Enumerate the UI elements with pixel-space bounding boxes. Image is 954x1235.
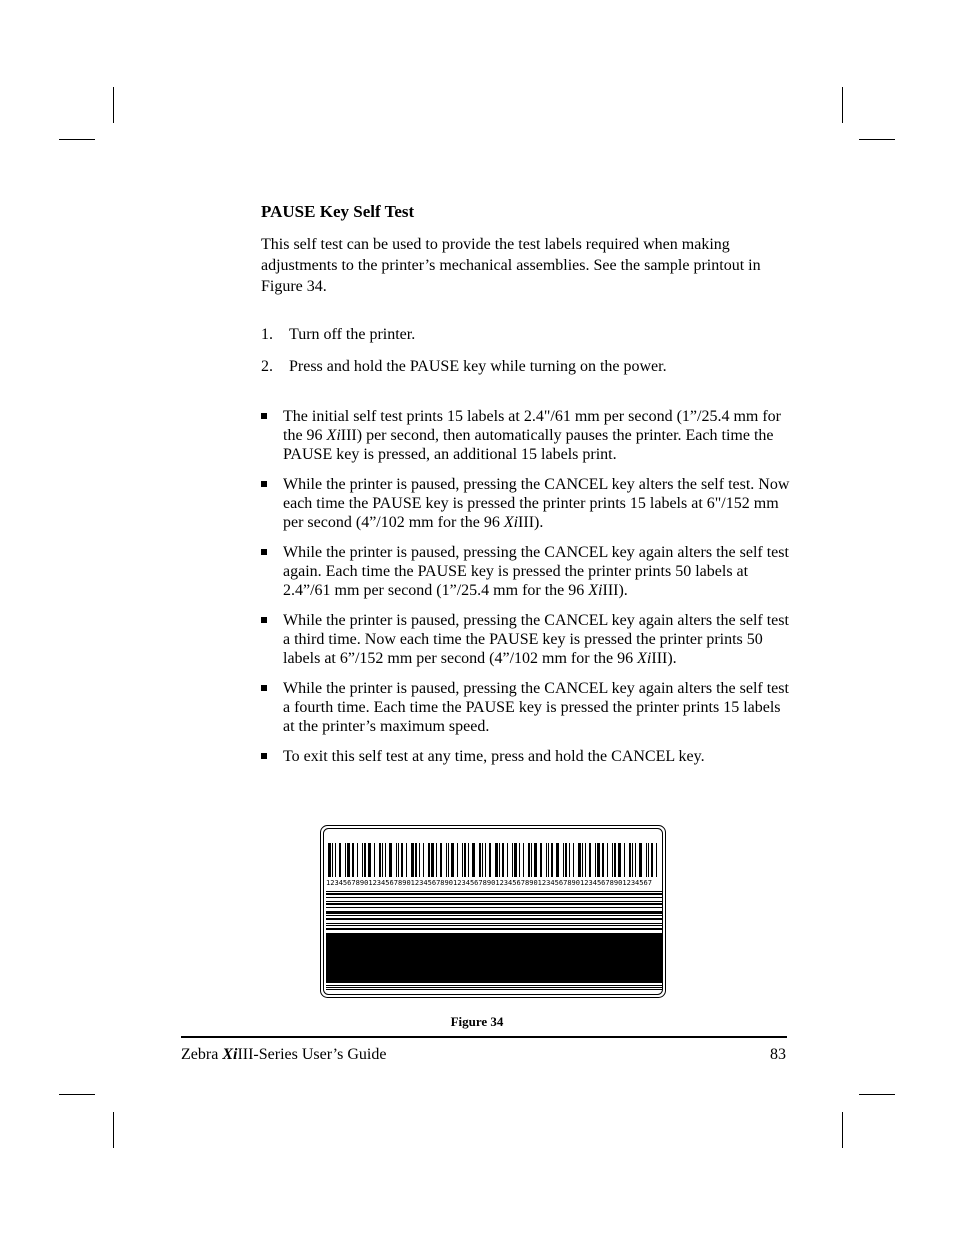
ladder-line	[326, 897, 662, 898]
barcode-bar	[546, 843, 547, 877]
barcode-bar	[495, 843, 498, 877]
barcode-bar	[448, 843, 449, 877]
barcode-bar	[332, 843, 333, 877]
barcode-bar	[357, 843, 358, 877]
step-text: Turn off the printer.	[289, 326, 416, 343]
barcode-bar	[585, 843, 586, 877]
sample-label-image	[320, 825, 666, 998]
barcode-bar	[618, 843, 621, 877]
barcode-bar	[499, 843, 500, 877]
barcode-bar	[396, 843, 397, 877]
barcode-bar	[385, 843, 386, 877]
barcode-bar	[612, 843, 613, 877]
bullet-square-icon	[261, 481, 267, 487]
ladder-line	[326, 923, 662, 924]
barcode-bar	[528, 843, 530, 877]
intro-paragraph: This self test can be used to provide the test labels required when making adjustments to the printer’s mechanical assemblies. See the sample printout in Figure 34.	[261, 236, 761, 295]
barcode-bar	[565, 843, 567, 877]
barcode-bar	[573, 843, 574, 877]
barcode-bar	[597, 843, 600, 877]
barcode-bar	[382, 843, 383, 877]
step-item	[261, 356, 667, 377]
ladder-line	[326, 901, 662, 902]
barcode-bar	[507, 843, 508, 877]
barcode-bar	[602, 843, 604, 877]
barcode-bar	[406, 843, 407, 877]
bottom-line	[326, 985, 662, 986]
barcode-bar	[534, 843, 537, 877]
barcode-bar	[624, 843, 625, 877]
barcode-bar	[595, 843, 596, 877]
barcode-bar	[364, 843, 366, 877]
barcode-bar	[519, 843, 520, 877]
figure-caption: Figure 34	[450, 1014, 504, 1029]
barcode-bar	[589, 843, 591, 877]
barcode-bar	[472, 843, 475, 877]
barcode-bar	[451, 843, 454, 877]
bullet-item: The initial self test prints 15 labels at 2.4"/61 mm per second (1”/25.4 mm for the 96 XiIII) per second, then automatically pauses the printer. Each time the PAUSE key is pressed, an additional 15 labels print.	[261, 407, 791, 464]
barcode-bar	[563, 843, 564, 877]
barcode-bar	[347, 843, 350, 877]
barcode-bar	[479, 843, 481, 877]
barcode-bar	[556, 843, 559, 877]
barcode-bar	[607, 843, 608, 877]
crop-mark	[842, 87, 843, 123]
step-number: 1.	[261, 326, 273, 343]
ladder-line	[326, 928, 662, 930]
bullet-square-icon	[261, 685, 267, 691]
barcode-bar	[502, 843, 504, 877]
barcode-bar	[464, 843, 466, 877]
barcode-bar	[431, 843, 434, 877]
footer-title: Zebra XiIII-Series User’s Guide	[181, 1046, 387, 1063]
barcode-bar	[551, 843, 553, 877]
barcode-bar	[374, 843, 375, 877]
bullet-list	[261, 407, 791, 777]
bullet-square-icon	[261, 549, 267, 555]
section-heading: PAUSE Key Self Test	[261, 202, 415, 221]
barcode-bar	[428, 843, 430, 877]
ladder-line	[326, 911, 662, 914]
bottom-lines	[326, 985, 662, 990]
barcode-bar	[523, 843, 524, 877]
bullet-item: While the printer is paused, pressing the CANCEL key again alters the self test again. Each time the PAUSE key is pressed the printer prints 50 labels at 2.4”/61 mm per second (1”/25.4 mm for the 96 XiIII).	[261, 543, 791, 600]
ladder-line	[326, 903, 662, 905]
ladder-line	[326, 915, 662, 916]
barcode-bar	[411, 843, 414, 877]
barcode-bar	[457, 843, 458, 877]
barcode-bar	[482, 843, 483, 877]
barcode-bar	[582, 843, 583, 877]
sample-label-figure	[320, 825, 666, 998]
barcode-bar	[352, 843, 354, 877]
barcode-bar	[345, 843, 346, 877]
barcode-bar	[415, 843, 417, 877]
page-number: 83	[770, 1046, 786, 1063]
bullet-square-icon	[261, 413, 267, 419]
barcode-bar	[548, 843, 549, 877]
barcode-bar	[446, 843, 447, 877]
barcode-bar	[514, 843, 517, 877]
footer-rule	[181, 1036, 787, 1038]
ladder-line	[326, 907, 662, 908]
barcode-bar	[398, 843, 399, 877]
crop-mark	[859, 139, 895, 140]
barcode-bar	[540, 843, 542, 877]
barcode-bar	[485, 843, 486, 877]
step-item	[261, 324, 415, 345]
ladder-line	[326, 891, 662, 892]
barcode-bar	[578, 843, 581, 877]
bullet-item: While the printer is paused, pressing the CANCEL key again alters the self test a fourth time. Each time the PAUSE key is pressed the printer prints 15 labels at the printer’s maximum speed.	[261, 679, 791, 736]
barcode-bar	[651, 843, 653, 877]
barcode-bar	[635, 843, 636, 877]
crop-mark	[113, 1112, 114, 1148]
barcode-bar	[632, 843, 633, 877]
step-number: 2.	[261, 358, 273, 375]
barcode-bar	[423, 843, 424, 877]
bullet-item: While the printer is paused, pressing the CANCEL key again alters the self test a third time. Now each time the PAUSE key is pressed the printer prints 50 labels at 6”/152 mm per second (4”/102 mm for the 96 XiIII).	[261, 611, 791, 668]
step-text: Press and hold the PAUSE key while turning on the power.	[289, 358, 667, 375]
barcode-bar	[368, 843, 371, 877]
barcode-bar	[462, 843, 463, 877]
barcode-bar	[614, 843, 616, 877]
barcode-digits: 12345678901234567890123456789012345678901234567890123456789012345678901234567	[326, 878, 652, 887]
barcode-bar	[436, 843, 437, 877]
barcode-bar	[639, 843, 642, 877]
barcode-bar	[512, 843, 513, 877]
bullet-item: To exit this self test at any time, press and hold the CANCEL key.	[261, 747, 791, 766]
bullet-item: While the printer is paused, pressing the CANCEL key alters the self test. Now each time the PAUSE key is pressed the printer prints 15 labels at 6"/152 mm per second (4”/102 mm for the 96 XiIII).	[261, 475, 791, 532]
barcode-bar	[339, 843, 341, 877]
crop-mark	[113, 87, 114, 123]
barcode-bar	[328, 843, 331, 877]
barcode-bar	[419, 843, 420, 877]
bottom-line	[326, 987, 662, 988]
barcode-bar	[389, 843, 392, 877]
crop-mark	[842, 1112, 843, 1148]
crop-mark	[59, 139, 95, 140]
barcode-bar	[656, 843, 657, 877]
barcode-bar	[362, 843, 363, 877]
barcode-bar	[335, 843, 336, 877]
bottom-line	[326, 989, 662, 990]
barcode-bar	[531, 843, 532, 877]
barcode-bar	[440, 843, 442, 877]
barcode-bar	[569, 843, 570, 877]
solid-print-block	[326, 933, 662, 983]
bullet-square-icon	[261, 617, 267, 623]
crop-mark	[59, 1094, 95, 1095]
ladder-line	[326, 893, 662, 895]
barcode-bar	[646, 843, 647, 877]
crop-mark	[859, 1094, 895, 1095]
barcode-bar	[648, 843, 649, 877]
barcode-bar	[489, 843, 491, 877]
ladder-line	[326, 918, 662, 920]
barcode-bar	[468, 843, 469, 877]
barcode-bar	[379, 843, 381, 877]
bullet-square-icon	[261, 753, 267, 759]
barcode-bar	[629, 843, 631, 877]
ladder-line	[326, 925, 662, 926]
barcode-bar	[401, 843, 403, 877]
